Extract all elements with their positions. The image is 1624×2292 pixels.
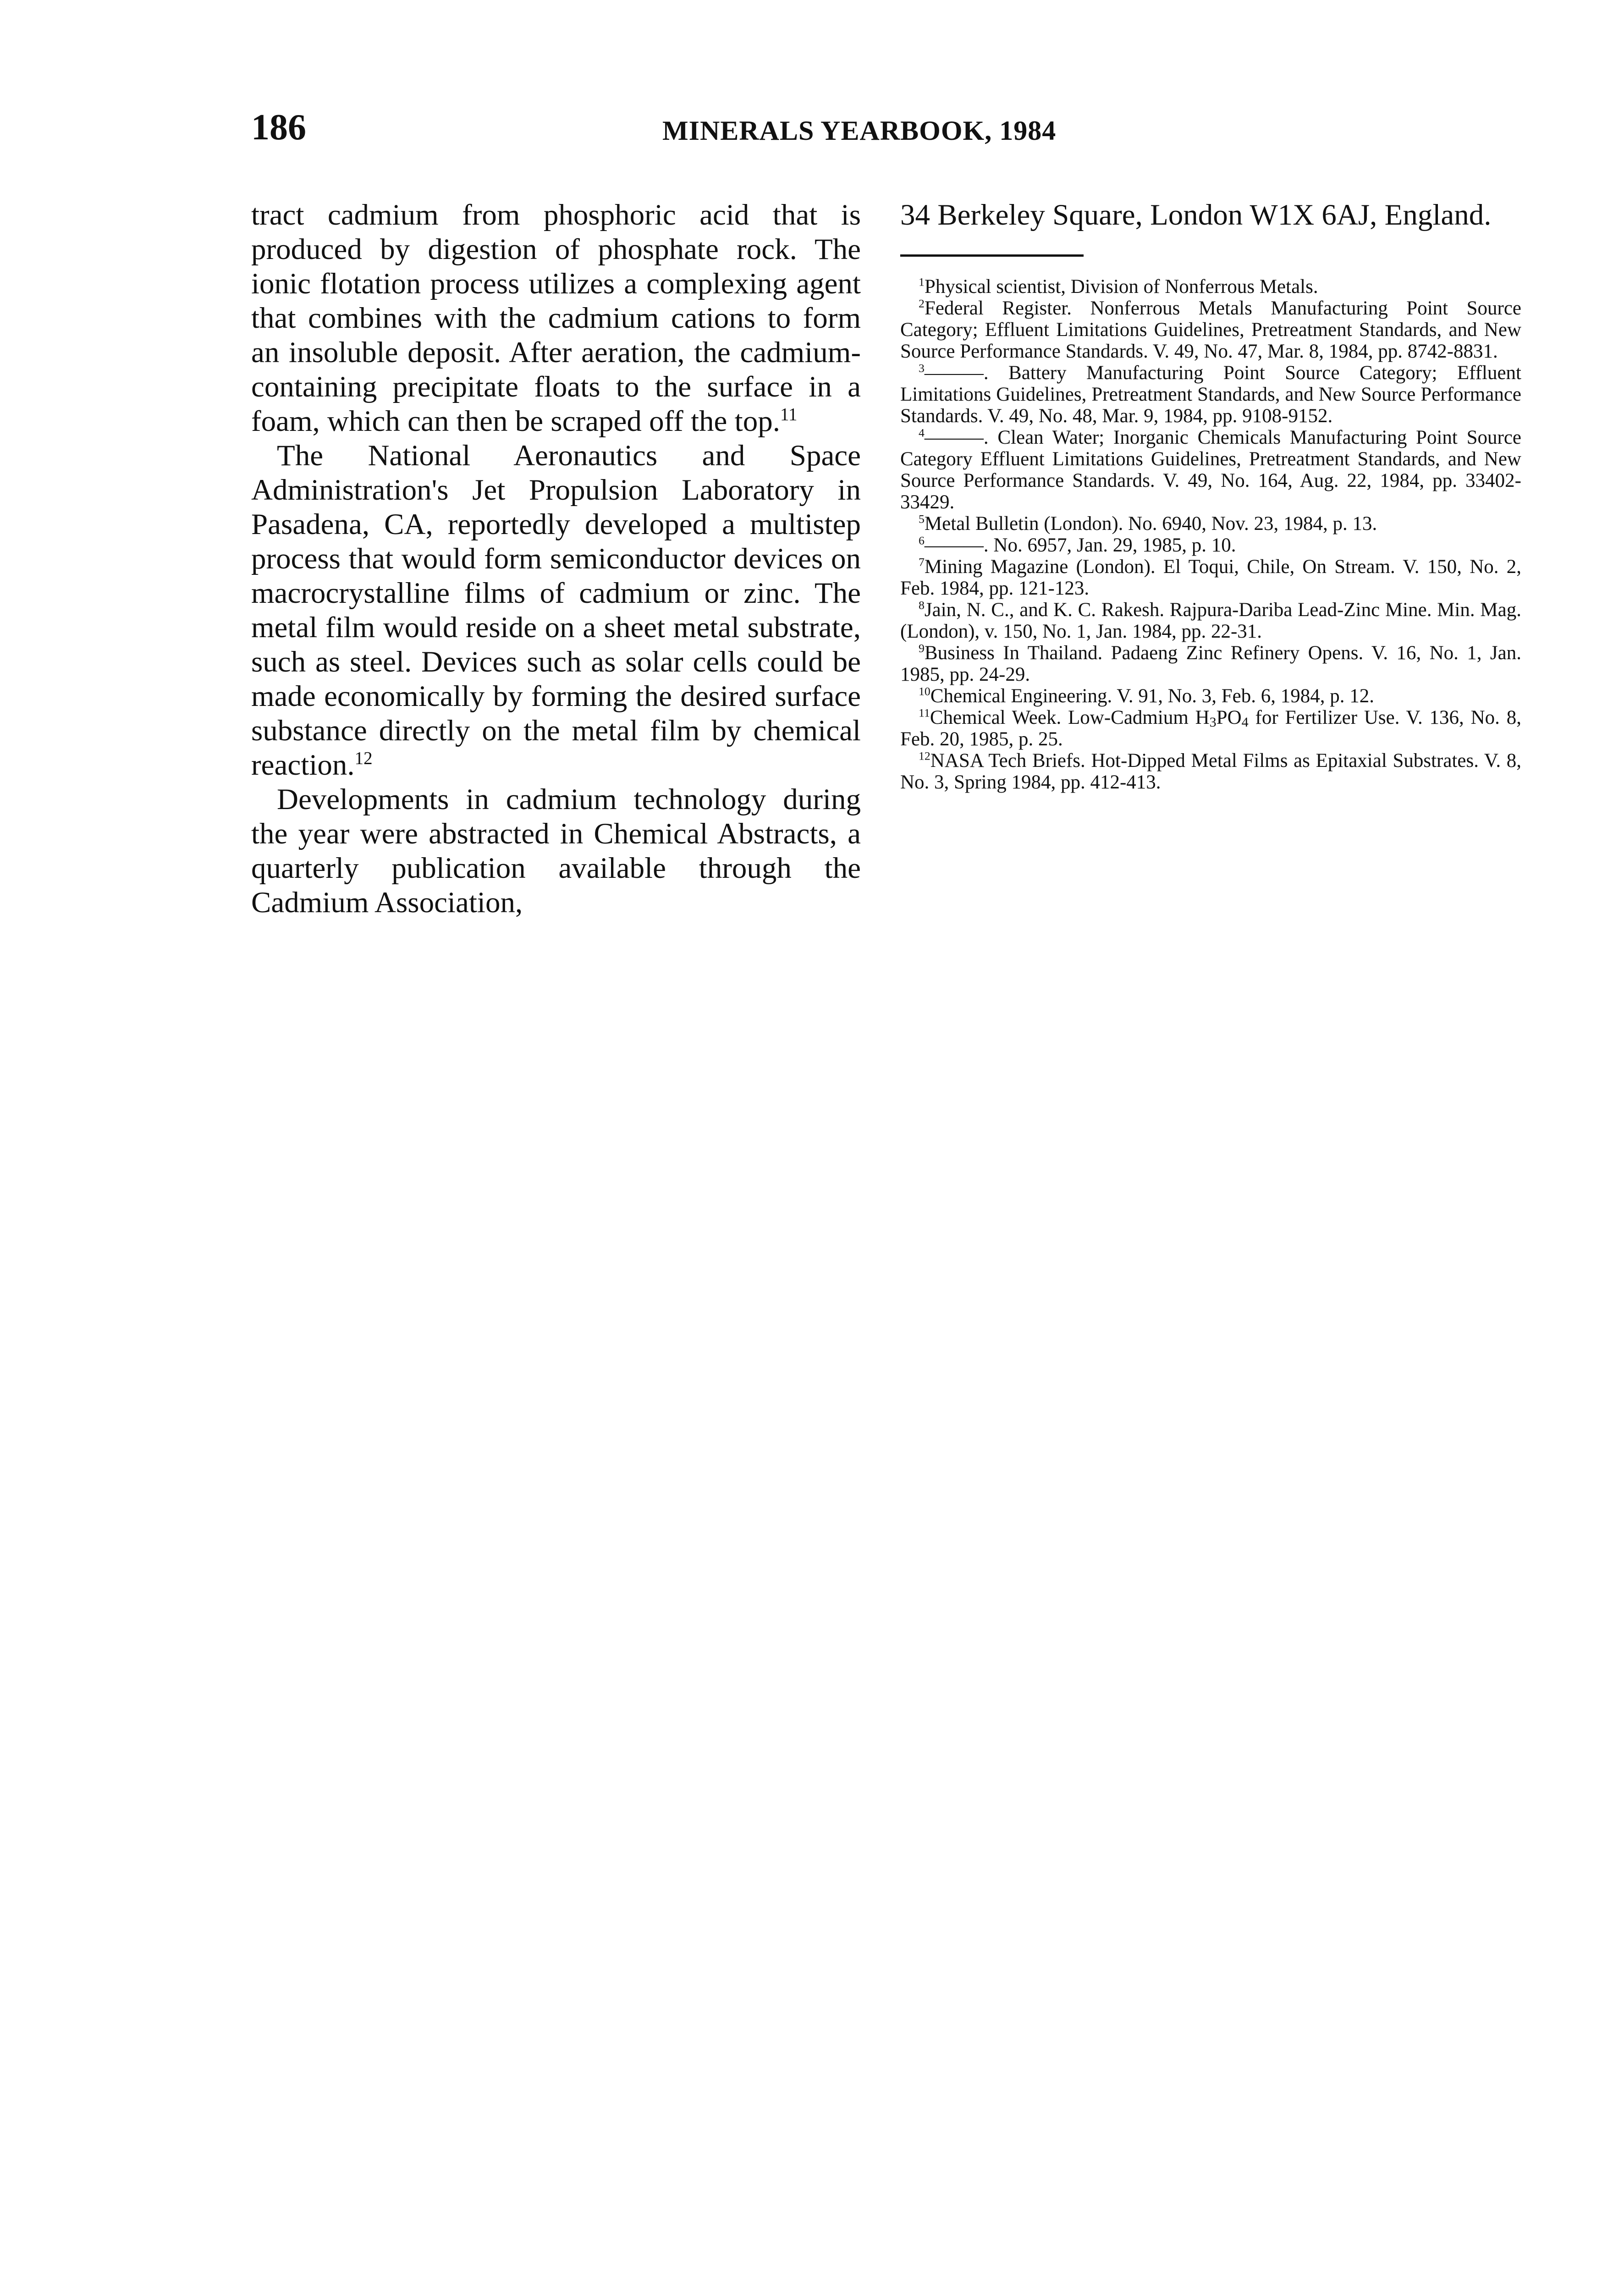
footnote	[900, 599, 1521, 642]
footnote	[900, 513, 1521, 534]
paragraph-text: The National Aeronautics and Space Administration's Jet Propulsion Laboratory in Pasadena, CA, reportedly developed a multistep process that would form semiconductor devices on macrocrystalline films of cadmium or zinc. The metal film would reside on a sheet metal substrate, such as steel. Devices such as solar cells could be made economically by forming the desired surface substance directly on the metal film by chemical reaction.	[251, 439, 861, 782]
footnote	[900, 750, 1521, 793]
footnote-number: 1	[919, 275, 925, 289]
footnote-text: Chemical Week. Low-Cadmium H	[930, 707, 1210, 728]
footnote-number: 3	[919, 361, 925, 375]
footnote	[900, 362, 1521, 427]
footnote	[900, 427, 1521, 513]
footnote-text: Jain, N. C., and K. C. Rakesh. Rajpura-Dariba Lead-Zinc Mine. Min. Mag. (London), v. 150, No. 1, Jan. 1984, pp. 22-31.	[900, 599, 1521, 642]
footnote-text: Mining Magazine (London). El Toqui, Chile, On Stream. V. 150, No. 2, Feb. 1984, pp. 121-123.	[900, 556, 1521, 599]
footnote	[900, 642, 1521, 685]
body-paragraph	[251, 782, 861, 920]
footnote-number: 6	[919, 534, 925, 547]
footnote-text: Business In Thailand. Padaeng Zinc Refinery Opens. V. 16, No. 1, Jan. 1985, pp. 24-29.	[900, 642, 1521, 685]
paragraph-text: tract cadmium from phosphoric acid that is produced by digestion of phosphate rock. The ionic flotation process utilizes a complexing agent that combines with the cadmium cations to form an insoluble deposit. After aeration, the cadmium-containing precipitate floats to the surface in a foam, which can then be scraped off the top.	[251, 198, 861, 438]
footnote-ref: 12	[354, 748, 373, 768]
footnote-number: 2	[919, 297, 925, 310]
footnote-text: Chemical Engineering. V. 91, No. 3, Feb. 6, 1984, p. 12.	[930, 685, 1375, 707]
footnote-text: ———. Clean Water; Inorganic Chemicals Manufacturing Point Source Category Effluent Limitations Guidelines, Pretreatment Standards, and New Source Performance Standards. V. 49, No. 164, Aug. 22, 1984, pp. 33402-33429.	[900, 427, 1521, 513]
association-address: 34 Berkeley Square, London W1X 6AJ, England.	[900, 198, 1492, 231]
footnotes	[900, 276, 1521, 793]
footnote-text: Federal Register. Nonferrous Metals Manufacturing Point Source Category; Effluent Limitations Guidelines, Pretreatment Standards, and New Source Performance Standards. V. 49, No. 47, Mar. 8, 1984, pp. 8742-8831.	[900, 298, 1521, 362]
body-paragraph	[251, 198, 861, 439]
footnote-text: Metal Bulletin (London). No. 6940, Nov. 23, 1984, p. 13.	[924, 513, 1377, 534]
footnote-ref: 11	[780, 404, 798, 424]
footnote-rule	[900, 254, 1084, 257]
body-paragraph	[251, 439, 861, 782]
footnote-number: 10	[919, 684, 930, 698]
footnote-text: PO	[1216, 707, 1242, 728]
footnote-number: 8	[919, 598, 925, 612]
footnote-text: ———. Battery Manufacturing Point Source Category; Effluent Limitations Guidelines, Pretreatment Standards, and New Source Performance Standards. V. 49, No. 48, Mar. 9, 1984, pp. 9108-9152.	[900, 362, 1521, 427]
footnote-number: 5	[919, 512, 925, 526]
footnote-text: NASA Tech Briefs. Hot-Dipped Metal Films as Epitaxial Substrates. V. 8, No. 3, Spring 1984, pp. 412-413.	[900, 750, 1521, 793]
chemical-subscript: 4	[1241, 714, 1249, 730]
footnote	[900, 534, 1521, 556]
footnote-text: for Fertilizer Use. V. 136, No. 8, Feb. 20, 1985, p. 25.	[900, 707, 1521, 750]
footnote-number: 11	[919, 706, 930, 720]
running-title: MINERALS YEARBOOK, 1984	[662, 116, 1057, 146]
footnote-text: Physical scientist, Division of Nonferrous Metals.	[924, 276, 1318, 298]
footnote-number: 7	[919, 555, 925, 569]
footnote	[900, 556, 1521, 599]
footnote	[900, 685, 1521, 707]
footnote	[900, 298, 1521, 362]
footnote-text: ———. No. 6957, Jan. 29, 1985, p. 10.	[924, 534, 1236, 556]
footnote	[900, 276, 1521, 298]
footnote-number: 12	[919, 749, 930, 763]
page-number: 186	[251, 107, 306, 148]
footnote-number: 9	[919, 641, 925, 655]
paragraph-text: Developments in cadmium technology during the year were abstracted in Chemical Abstracts, a quarterly publication available through the Cadmium Association,	[251, 783, 861, 919]
left-column	[251, 198, 861, 920]
footnote-number: 4	[919, 426, 925, 440]
right-column	[900, 198, 1521, 793]
chemical-subscript: 3	[1209, 714, 1217, 730]
footnote	[900, 707, 1521, 750]
